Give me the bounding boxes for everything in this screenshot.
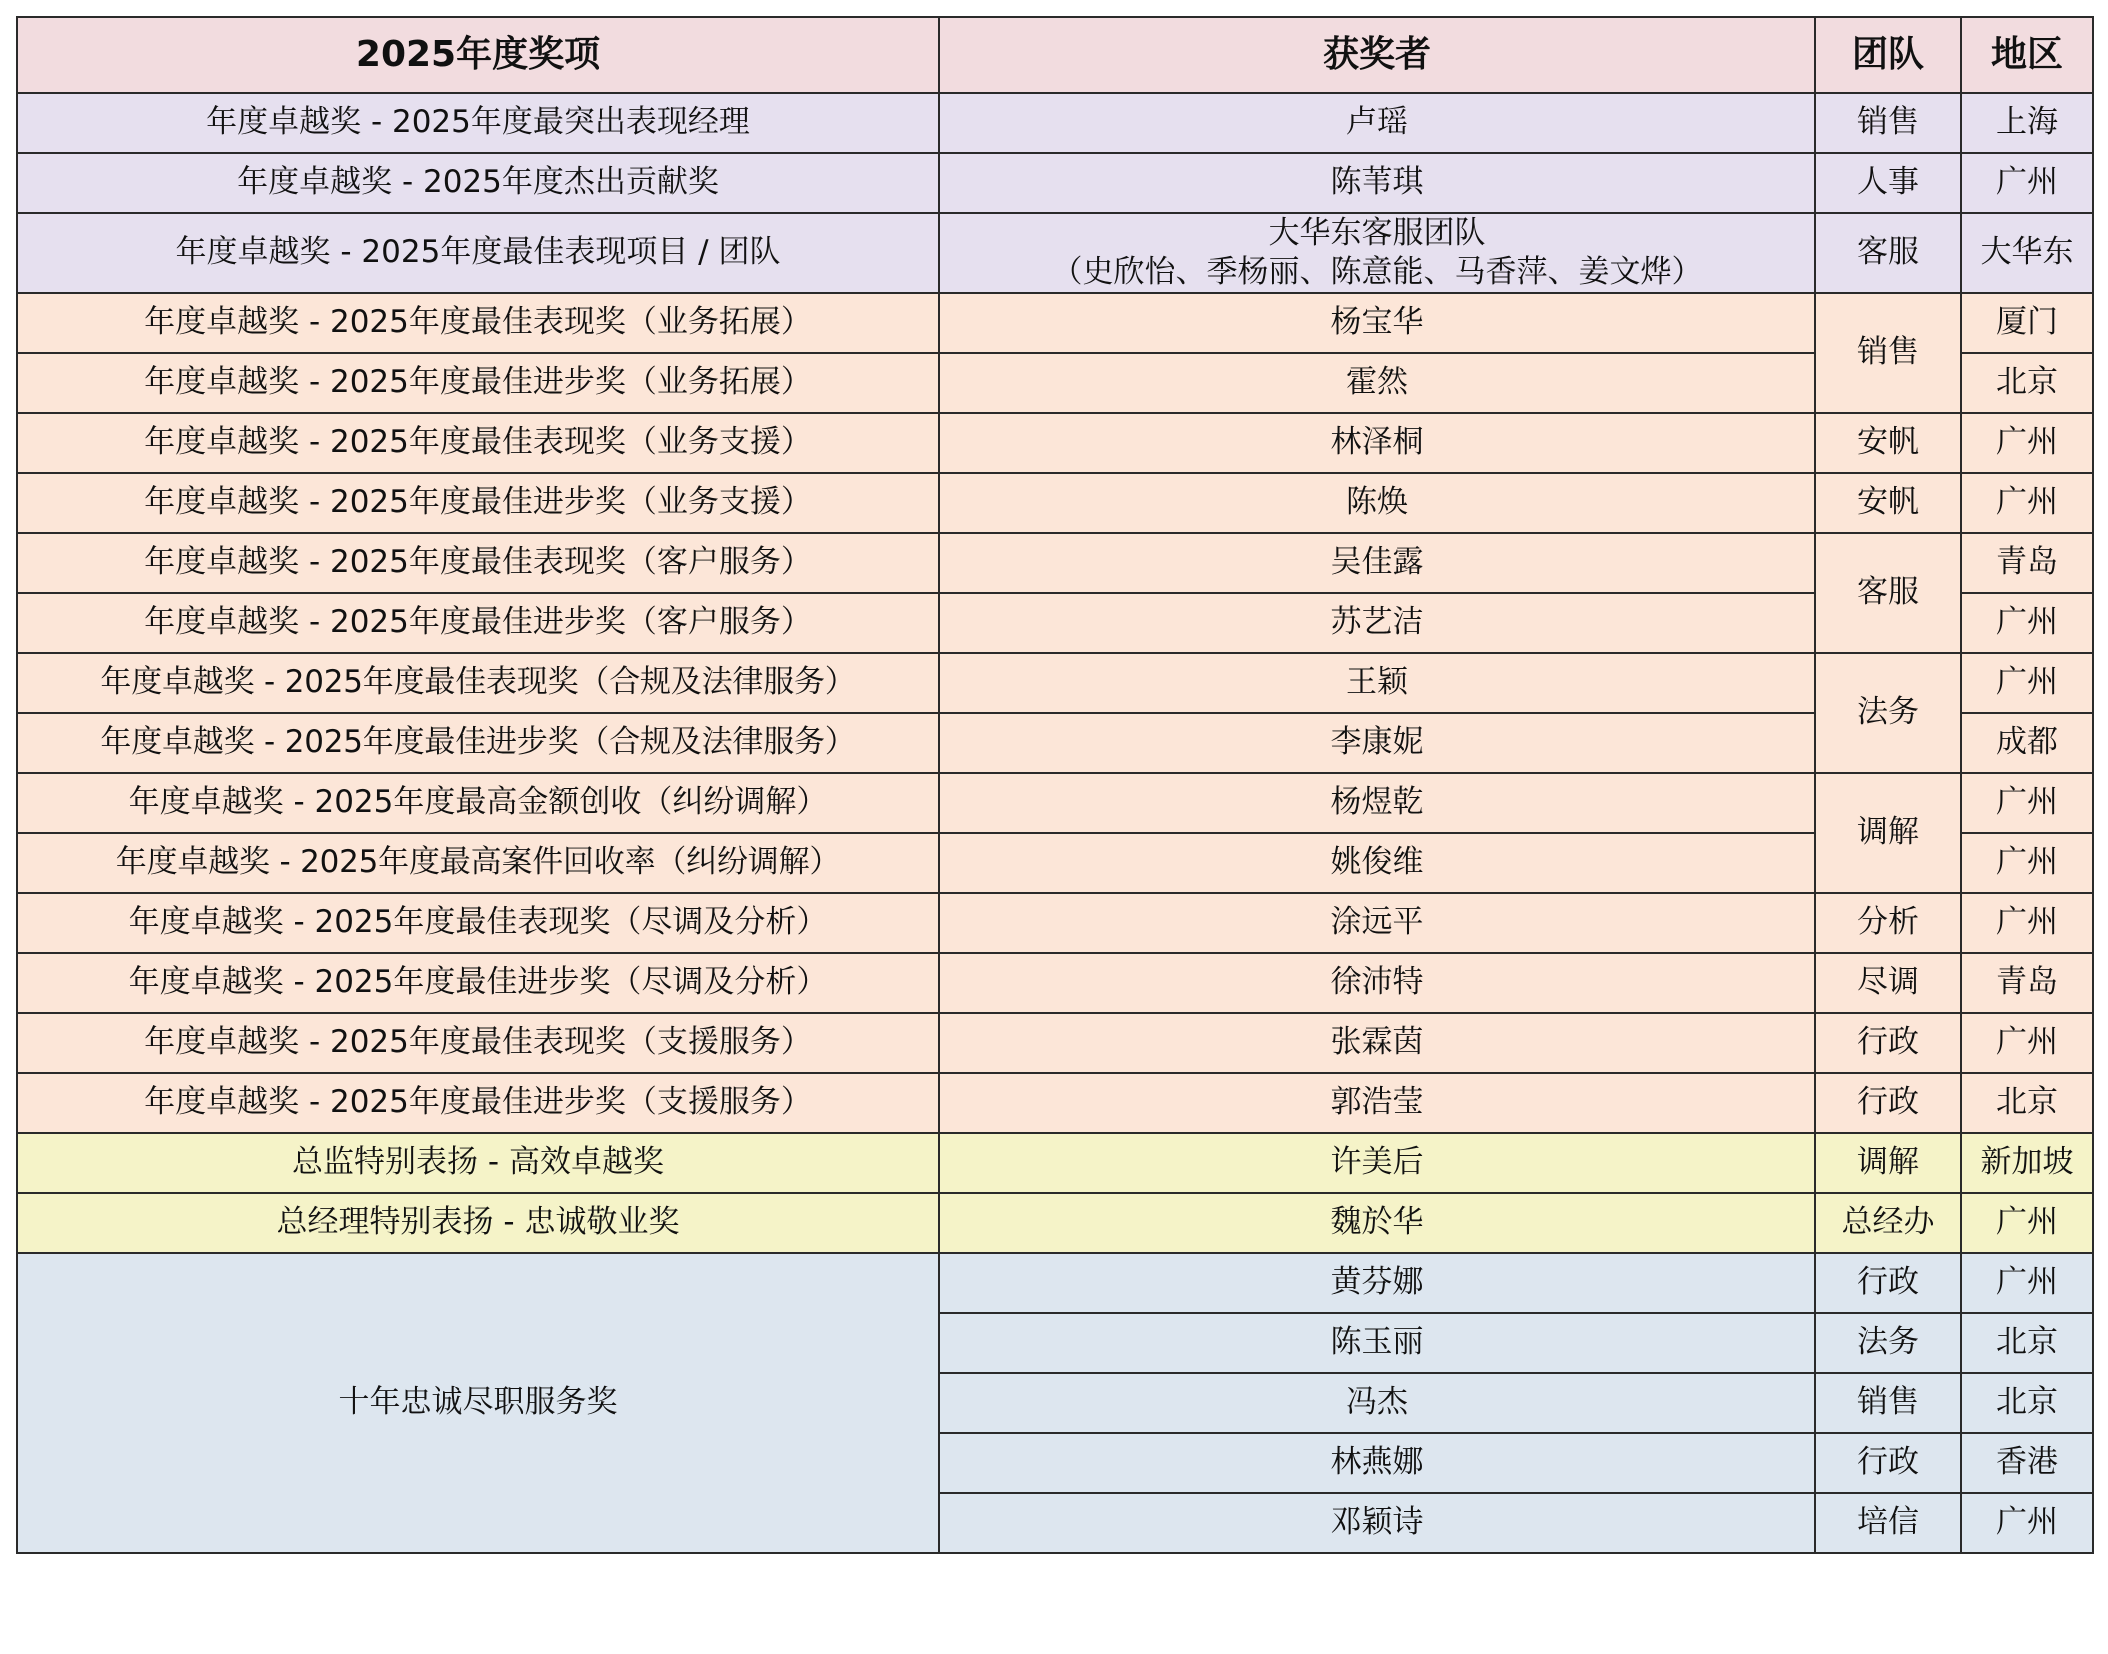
table-row: [17, 1133, 2093, 1193]
table-row: [17, 713, 2093, 773]
team-cell: 安帆: [1815, 473, 1961, 533]
winner-cell: 杨宝华: [939, 293, 1815, 353]
winner-cell: 杨煜乾: [939, 773, 1815, 833]
region-cell: 广州: [1961, 593, 2093, 653]
region-cell: 新加坡: [1961, 1133, 2093, 1193]
winner-cell: 陈焕: [939, 473, 1815, 533]
winner-cell: 徐沛特: [939, 953, 1815, 1013]
region-cell: 广州: [1961, 1193, 2093, 1253]
award-cell: 年度卓越奖 - 2025年度最突出表现经理: [17, 93, 939, 153]
region-cell: 广州: [1961, 893, 2093, 953]
table-row: [17, 93, 2093, 153]
team-cell: 销售: [1815, 293, 1961, 413]
region-cell: 广州: [1961, 153, 2093, 213]
header-award: 2025年度奖项: [17, 17, 939, 93]
region-cell: 北京: [1961, 353, 2093, 413]
team-cell: 调解: [1815, 1133, 1961, 1193]
award-cell: 总监特别表扬 - 高效卓越奖: [17, 1133, 939, 1193]
winner-cell: [939, 213, 1815, 293]
winner-cell: 郭浩莹: [939, 1073, 1815, 1133]
winner-cell: 陈玉丽: [939, 1313, 1815, 1373]
winner-cell: 王颖: [939, 653, 1815, 713]
team-cell: 行政: [1815, 1013, 1961, 1073]
header-team: 团队: [1815, 17, 1961, 93]
award-cell: 十年忠诚尽职服务奖: [17, 1253, 939, 1553]
winner-cell: 邓颖诗: [939, 1493, 1815, 1553]
team-cell: 客服: [1815, 533, 1961, 653]
table-row: [17, 153, 2093, 213]
region-cell: 广州: [1961, 1253, 2093, 1313]
award-cell: 年度卓越奖 - 2025年度杰出贡献奖: [17, 153, 939, 213]
table-row: [17, 533, 2093, 593]
header-row: [17, 17, 2093, 93]
award-cell: 年度卓越奖 - 2025年度最佳进步奖（业务拓展）: [17, 353, 939, 413]
winner-cell: 吴佳露: [939, 533, 1815, 593]
table-row: [17, 1013, 2093, 1073]
table-row: [17, 213, 2093, 293]
team-cell: 行政: [1815, 1073, 1961, 1133]
award-cell: 年度卓越奖 - 2025年度最佳进步奖（支援服务）: [17, 1073, 939, 1133]
table-row: [17, 293, 2093, 353]
team-cell: 客服: [1815, 213, 1961, 293]
winner-cell: 魏於华: [939, 1193, 1815, 1253]
region-cell: 大华东: [1961, 213, 2093, 293]
table-row: [17, 1253, 2093, 1313]
winner-cell: 冯杰: [939, 1373, 1815, 1433]
region-cell: 北京: [1961, 1313, 2093, 1373]
region-cell: 广州: [1961, 773, 2093, 833]
winner-cell: 林燕娜: [939, 1433, 1815, 1493]
region-cell: 广州: [1961, 473, 2093, 533]
winner-team-name: 大华东客服团队: [1268, 215, 1486, 251]
table-row: [17, 593, 2093, 653]
table-row: [17, 473, 2093, 533]
award-cell: 年度卓越奖 - 2025年度最佳进步奖（合规及法律服务）: [17, 713, 939, 773]
winner-cell: 苏艺洁: [939, 593, 1815, 653]
region-cell: 北京: [1961, 1373, 2093, 1433]
award-cell: 年度卓越奖 - 2025年度最佳进步奖（客户服务）: [17, 593, 939, 653]
team-cell: 法务: [1815, 1313, 1961, 1373]
team-cell: 销售: [1815, 93, 1961, 153]
winner-cell: 黄芬娜: [939, 1253, 1815, 1313]
region-cell: 厦门: [1961, 293, 2093, 353]
award-cell: 年度卓越奖 - 2025年度最佳表现奖（支援服务）: [17, 1013, 939, 1073]
table-row: [17, 773, 2093, 833]
region-cell: 北京: [1961, 1073, 2093, 1133]
award-cell: 年度卓越奖 - 2025年度最佳进步奖（业务支援）: [17, 473, 939, 533]
award-cell: 总经理特别表扬 - 忠诚敬业奖: [17, 1193, 939, 1253]
team-cell: 人事: [1815, 153, 1961, 213]
winner-cell: 姚俊维: [939, 833, 1815, 893]
winner-cell: 林泽桐: [939, 413, 1815, 473]
team-cell: 行政: [1815, 1253, 1961, 1313]
team-cell: 调解: [1815, 773, 1961, 893]
award-cell: 年度卓越奖 - 2025年度最佳表现奖（合规及法律服务）: [17, 653, 939, 713]
region-cell: 广州: [1961, 413, 2093, 473]
table-row: [17, 1073, 2093, 1133]
team-cell: 尽调: [1815, 953, 1961, 1013]
region-cell: 上海: [1961, 93, 2093, 153]
award-cell: 年度卓越奖 - 2025年度最佳进步奖（尽调及分析）: [17, 953, 939, 1013]
award-cell: 年度卓越奖 - 2025年度最佳表现项目 / 团队: [17, 213, 939, 293]
award-cell: 年度卓越奖 - 2025年度最佳表现奖（尽调及分析）: [17, 893, 939, 953]
region-cell: 青岛: [1961, 533, 2093, 593]
region-cell: 广州: [1961, 653, 2093, 713]
table-row: [17, 893, 2093, 953]
table-row: [17, 413, 2093, 473]
award-cell: 年度卓越奖 - 2025年度最高案件回收率（纠纷调解）: [17, 833, 939, 893]
header-region: 地区: [1961, 17, 2093, 93]
team-cell: 培信: [1815, 1493, 1961, 1553]
region-cell: 成都: [1961, 713, 2093, 773]
winner-team-members: （史欣怡、季杨丽、陈意能、马香萍、姜文烨）: [1051, 253, 1703, 290]
awards-table: [16, 16, 2094, 1554]
region-cell: 广州: [1961, 1493, 2093, 1553]
winner-cell: 张霖茵: [939, 1013, 1815, 1073]
table-row: [17, 833, 2093, 893]
winner-cell: 霍然: [939, 353, 1815, 413]
header-winner: 获奖者: [939, 17, 1815, 93]
table-row: [17, 1193, 2093, 1253]
team-cell: 法务: [1815, 653, 1961, 773]
region-cell: 广州: [1961, 1013, 2093, 1073]
winner-cell: 涂远平: [939, 893, 1815, 953]
award-cell: 年度卓越奖 - 2025年度最高金额创收（纠纷调解）: [17, 773, 939, 833]
winner-cell: 卢瑶: [939, 93, 1815, 153]
winner-cell: 陈苇琪: [939, 153, 1815, 213]
team-cell: 安帆: [1815, 413, 1961, 473]
award-cell: 年度卓越奖 - 2025年度最佳表现奖（客户服务）: [17, 533, 939, 593]
region-cell: 香港: [1961, 1433, 2093, 1493]
table-row: [17, 953, 2093, 1013]
region-cell: 广州: [1961, 833, 2093, 893]
team-cell: 总经办: [1815, 1193, 1961, 1253]
team-cell: 行政: [1815, 1433, 1961, 1493]
winner-cell: 许美后: [939, 1133, 1815, 1193]
team-cell: 销售: [1815, 1373, 1961, 1433]
region-cell: 青岛: [1961, 953, 2093, 1013]
table-row: [17, 653, 2093, 713]
team-cell: 分析: [1815, 893, 1961, 953]
award-cell: 年度卓越奖 - 2025年度最佳表现奖（业务拓展）: [17, 293, 939, 353]
award-cell: 年度卓越奖 - 2025年度最佳表现奖（业务支援）: [17, 413, 939, 473]
winner-cell: 李康妮: [939, 713, 1815, 773]
table-row: [17, 353, 2093, 413]
